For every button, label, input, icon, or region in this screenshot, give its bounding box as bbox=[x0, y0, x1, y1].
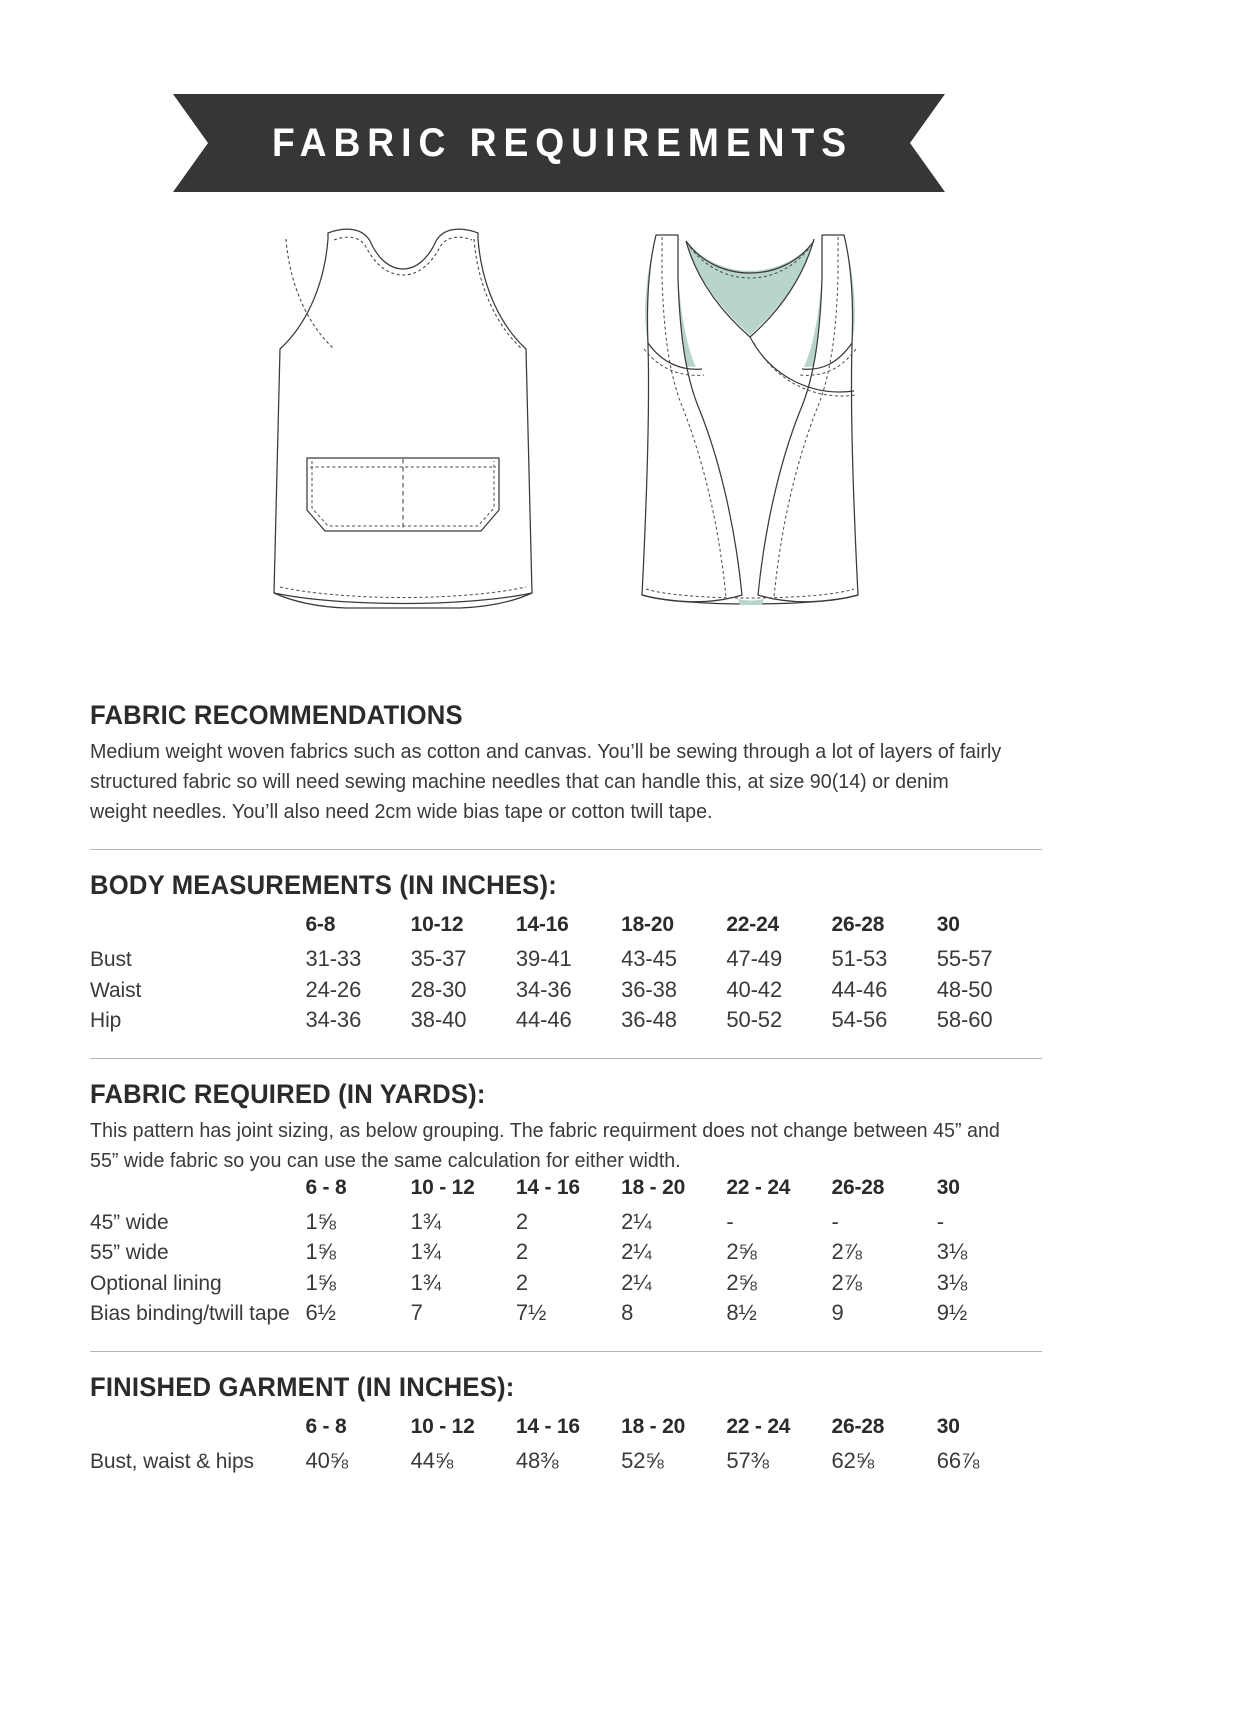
row-label: Waist bbox=[90, 978, 142, 1002]
column-header: 30 bbox=[936, 1414, 960, 1438]
technical-flat-drawings bbox=[210, 215, 930, 645]
table-cell: 34-36 bbox=[305, 1007, 362, 1032]
table-cell: 54-56 bbox=[831, 1007, 888, 1032]
fabric-recommendations-section bbox=[90, 700, 1042, 827]
column-header: 22 - 24 bbox=[726, 1175, 791, 1199]
table-cell: 58-60 bbox=[936, 1007, 993, 1032]
column-header: 14 - 16 bbox=[515, 1414, 580, 1438]
front-view-illustration bbox=[274, 229, 532, 608]
table-cell: 47-49 bbox=[726, 946, 783, 971]
body-measurements-section bbox=[90, 870, 1042, 1036]
table-cell: 3⅛ bbox=[936, 1239, 968, 1264]
garment-illustrations bbox=[210, 215, 930, 645]
table-cell: 34-36 bbox=[515, 976, 572, 1002]
table-cell: - bbox=[831, 1208, 839, 1234]
row-label: 55” wide bbox=[90, 1241, 169, 1264]
fabric-required-intro: This pattern has joint sizing, as below grouping. The fabric requirment does not change between 45” and 55” wide fabric so you can use the same calculation for either width. bbox=[90, 1118, 1000, 1172]
column-header: 18 - 20 bbox=[621, 1414, 686, 1438]
table-cell: 57⅜ bbox=[726, 1447, 769, 1473]
column-header: 6 - 8 bbox=[305, 1414, 347, 1438]
fabric-required-table bbox=[90, 1176, 1042, 1329]
table-cell: 2⅞ bbox=[831, 1239, 862, 1264]
table-cell: 39-41 bbox=[515, 946, 572, 971]
table-cell: 40⅝ bbox=[305, 1447, 348, 1473]
table-header-row bbox=[90, 913, 1042, 944]
table-cell: 9 bbox=[831, 1300, 844, 1325]
column-header: 26-28 bbox=[831, 913, 885, 936]
table-cell: 2¼ bbox=[621, 1239, 652, 1264]
table-cell: 48⅜ bbox=[515, 1447, 559, 1473]
column-header: 6 - 8 bbox=[305, 1175, 347, 1199]
fabric-required-heading: FABRIC REQUIRED (IN YARDS): bbox=[90, 1078, 486, 1109]
table-cell: 8½ bbox=[726, 1300, 757, 1325]
column-header: 14 - 16 bbox=[515, 1175, 580, 1199]
table-cell: 35-37 bbox=[410, 946, 467, 971]
section-divider bbox=[90, 849, 1042, 850]
table-cell: 1⅝ bbox=[305, 1208, 336, 1234]
row-label: 45” wide bbox=[90, 1210, 169, 1234]
header-label-spacer bbox=[90, 1415, 305, 1446]
column-header: 26-28 bbox=[831, 1175, 885, 1199]
table-cell: - bbox=[726, 1208, 734, 1234]
table-cell: 44⅝ bbox=[410, 1447, 454, 1473]
column-header: 26-28 bbox=[831, 1414, 885, 1438]
table-cell: 31-33 bbox=[305, 946, 362, 971]
table-cell: 2 bbox=[515, 1269, 529, 1295]
column-header: 18 - 20 bbox=[621, 1175, 686, 1199]
column-header: 22-24 bbox=[726, 913, 780, 936]
table-cell: 2⅞ bbox=[831, 1269, 862, 1295]
finished-garment-table bbox=[90, 1415, 1042, 1477]
row-label: Hip bbox=[90, 1009, 122, 1032]
table-cell: 40-42 bbox=[726, 976, 783, 1002]
table-cell: 36-48 bbox=[621, 1007, 677, 1032]
table-cell: 2 bbox=[515, 1208, 529, 1234]
column-header: 18-20 bbox=[621, 913, 674, 936]
table-cell: 3⅛ bbox=[936, 1269, 968, 1295]
column-header: 10 - 12 bbox=[410, 1414, 475, 1438]
document-content bbox=[90, 700, 1042, 1476]
table-cell: 7½ bbox=[515, 1300, 547, 1325]
section-divider bbox=[90, 1058, 1042, 1059]
table-cell: - bbox=[936, 1208, 944, 1234]
header-label-spacer bbox=[90, 913, 305, 944]
table-row bbox=[90, 1005, 1042, 1036]
table-row bbox=[90, 1207, 1042, 1238]
table-cell: 43-45 bbox=[621, 946, 677, 971]
table-cell: 51-53 bbox=[831, 946, 888, 971]
row-label: Optional lining bbox=[90, 1271, 222, 1295]
row-label: Bust bbox=[90, 948, 132, 971]
table-cell: 36-38 bbox=[621, 976, 677, 1002]
body-measurements-heading: BODY MEASUREMENTS (IN INCHES): bbox=[90, 870, 557, 900]
column-header: 10-12 bbox=[410, 913, 464, 936]
finished-garment-heading: FINISHED GARMENT (IN INCHES): bbox=[90, 1371, 515, 1402]
column-header: 14-16 bbox=[515, 913, 569, 936]
table-row bbox=[90, 1446, 1042, 1477]
column-header: 6-8 bbox=[305, 913, 336, 936]
table-cell: 28-30 bbox=[410, 976, 467, 1002]
table-cell: 62⅝ bbox=[831, 1447, 875, 1473]
table-cell: 44-46 bbox=[515, 1007, 572, 1032]
table-cell: 2¼ bbox=[621, 1269, 652, 1295]
table-cell: 2¼ bbox=[621, 1208, 652, 1234]
table-cell: 1¾ bbox=[410, 1208, 442, 1234]
table-cell: 55-57 bbox=[936, 946, 993, 971]
body-measurements-table bbox=[90, 913, 1042, 1036]
table-header-row bbox=[90, 1176, 1042, 1207]
table-cell: 6½ bbox=[305, 1300, 336, 1325]
table-cell: 1⅝ bbox=[305, 1269, 336, 1295]
row-label: Bust, waist & hips bbox=[90, 1449, 254, 1473]
column-header: 30 bbox=[936, 913, 960, 936]
table-cell: 8 bbox=[621, 1300, 634, 1325]
page-banner bbox=[173, 94, 945, 192]
table-cell: 66⅞ bbox=[936, 1447, 980, 1473]
section-divider bbox=[90, 1351, 1042, 1352]
table-row bbox=[90, 1237, 1042, 1268]
table-cell: 9½ bbox=[936, 1300, 968, 1325]
back-view-illustration bbox=[642, 235, 874, 605]
table-row bbox=[90, 975, 1042, 1006]
table-cell: 1¾ bbox=[410, 1269, 442, 1295]
row-label: Bias binding/twill tape bbox=[90, 1302, 290, 1325]
table-row bbox=[90, 1268, 1042, 1299]
column-header: 10 - 12 bbox=[410, 1175, 475, 1199]
table-cell: 50-52 bbox=[726, 1007, 783, 1032]
table-cell: 7 bbox=[410, 1300, 423, 1325]
fabric-recommendations-body: Medium weight woven fabrics such as cotton and canvas. You’ll be sewing through a lot of layers of fairly structured fabric so will need sewing machine needles that can handle this, at size 90(14) or denim weight needles. You’ll also need 2cm wide bias tape or cotton twill tape. bbox=[90, 740, 1002, 823]
fabric-recommendations-heading: FABRIC RECOMMENDATIONS bbox=[90, 700, 463, 730]
table-cell: 2⅝ bbox=[726, 1239, 757, 1264]
table-cell: 48-50 bbox=[936, 976, 993, 1002]
table-cell: 52⅝ bbox=[621, 1447, 664, 1473]
front-patch-pocket bbox=[307, 458, 499, 531]
header-label-spacer bbox=[90, 1176, 305, 1207]
table-cell: 2 bbox=[515, 1239, 529, 1264]
front-body-outline bbox=[274, 229, 532, 608]
table-row bbox=[90, 1298, 1042, 1329]
page-title: FABRIC REQUIREMENTS bbox=[271, 120, 853, 165]
finished-garment-section bbox=[90, 1372, 1042, 1477]
table-cell: 1¾ bbox=[410, 1239, 442, 1264]
table-cell: 38-40 bbox=[410, 1007, 467, 1032]
table-cell: 24-26 bbox=[305, 976, 362, 1002]
table-header-row bbox=[90, 1415, 1042, 1446]
table-cell: 44-46 bbox=[831, 976, 888, 1002]
table-cell: 2⅝ bbox=[726, 1269, 757, 1295]
column-header: 22 - 24 bbox=[726, 1414, 791, 1438]
table-row bbox=[90, 944, 1042, 975]
back-hem-lining-sliver bbox=[738, 599, 764, 605]
fabric-required-section bbox=[90, 1079, 1042, 1329]
table-cell: 1⅝ bbox=[305, 1239, 336, 1264]
column-header: 30 bbox=[936, 1175, 960, 1199]
